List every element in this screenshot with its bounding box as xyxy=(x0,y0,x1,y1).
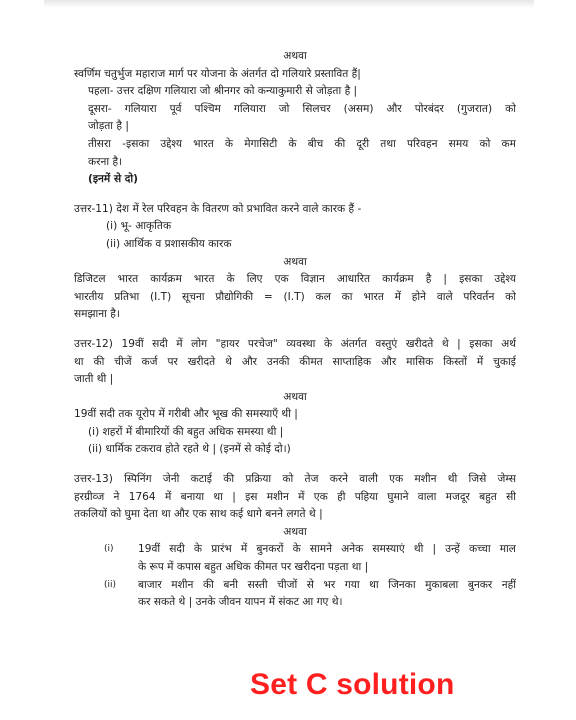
answer-12: उत्तर-12) 19वीं सदी में लोग "हायर परचेज" व्यवस्था के अंतर्गत वस्तुएं खरीदते थे | इसका अर्थ xyxy=(74,337,516,350)
text-line: तीसरा -इसका उद्देश्य भारत के मेगासिटी के बीच की दूरी तथा परिवहन समय को कम xyxy=(88,137,516,150)
text-line: स्वर्णिम चतुर्भुज महाराज मार्ग पर योजना के अंतर्गत दो गलियारे प्रस्तावित हैं| xyxy=(74,67,361,80)
answer-sheet xyxy=(74,48,516,612)
text-line: 19वीं सदी तक यूरोप में गरीबी और भूख की समस्याएँ थी | xyxy=(74,408,298,421)
text-line: कर सकते थे | उनके जीवन यापन में संकट आ गए थे। xyxy=(138,596,343,609)
alternative-heading: अथवा xyxy=(283,390,307,403)
text-line: तकलियों को घुमा देता था और एक साथ कई धागे बनने लगते थे | xyxy=(74,508,323,521)
list-item: (i) शहरों में बीमारियों की बहुत अधिक समस्या थी | xyxy=(88,425,284,438)
list-number: (ii) xyxy=(104,579,117,590)
page-top-shadow xyxy=(44,0,534,8)
text-line: भारतीय प्रतिभा (I.T) सूचना प्रौद्योगिकी = (I.T) कल का भारत में होने वाले परिवर्तन को xyxy=(74,290,516,303)
list-item: (i) भू- आकृतिक xyxy=(106,220,172,233)
text-line: जोड़ता है | xyxy=(88,120,129,133)
list-item: (ii) आर्थिक व प्रशासकीय कारक xyxy=(106,237,232,250)
text-line: दूसरा- गलियारा पूर्व पश्चिम गलियारा जो सिलचर (असम) और पोरबंदर (गुजरात) को xyxy=(88,102,516,115)
text-line: के रूप में कपास बहुत अधिक कीमत पर खरीदना पड़ता था | xyxy=(138,561,369,574)
set-c-solution-label: Set C solution xyxy=(250,668,455,701)
alternative-heading: अथवा xyxy=(283,255,307,268)
text-line: 19वीं सदी के प्रारंभ में बुनकरों के सामने अनेक समस्याएं थी | उन्हें कच्चा माल xyxy=(138,543,516,556)
answer-13: उत्तर-13) स्पिनिंग जेनी कटाई की प्रक्रिया को तेज करने वाली एक मशीन थी जिसे जेम्स xyxy=(74,473,516,486)
text-line: करना है। xyxy=(88,155,123,168)
list-item: (ii) धार्मिक टकराव होते रहते थे | (इनमें से कोई दो।) xyxy=(88,443,291,456)
alternative-heading: अथवा xyxy=(283,525,307,538)
note-line: (इनमें से दो) xyxy=(88,173,139,186)
list-item xyxy=(74,577,516,612)
alternative-heading: अथवा xyxy=(283,50,307,62)
text-line: डिजिटल भारत कार्यक्रम भारत के लिए एक विज्ञान आधारित कार्यक्रम है | इसका उद्देश्य xyxy=(74,273,516,286)
answer-11: उत्तर-11) देश में रेल परिवहन के वितरण को प्रभावित करने वाले कारक हैं - xyxy=(74,202,362,215)
list-number: (i) xyxy=(104,544,114,555)
text-line: पहला- उत्तर दक्षिण गलियारा जो श्रीनगर को कन्याकुमारी से जोड़ता है | xyxy=(88,85,358,98)
text-line: बाजार मशीन की बनी सस्ती चीजों से भर गया था जिनका मुकाबला बुनकर नहीं xyxy=(138,578,516,591)
list-item xyxy=(74,541,516,576)
text-line: था की चीजें कर्ज पर खरीदते थे और उनकी कीमत साप्ताहिक और मासिक किस्तों में चुकाई xyxy=(74,355,516,368)
text-line: समझाना है। xyxy=(74,308,120,321)
text-line: हरग्रीव्ज ने 1764 में बनाया था | इस मशीन में एक ही पहिया घुमाने वाला मजदूर बहुत सी xyxy=(74,490,516,503)
text-line: जाती थी | xyxy=(74,373,114,386)
